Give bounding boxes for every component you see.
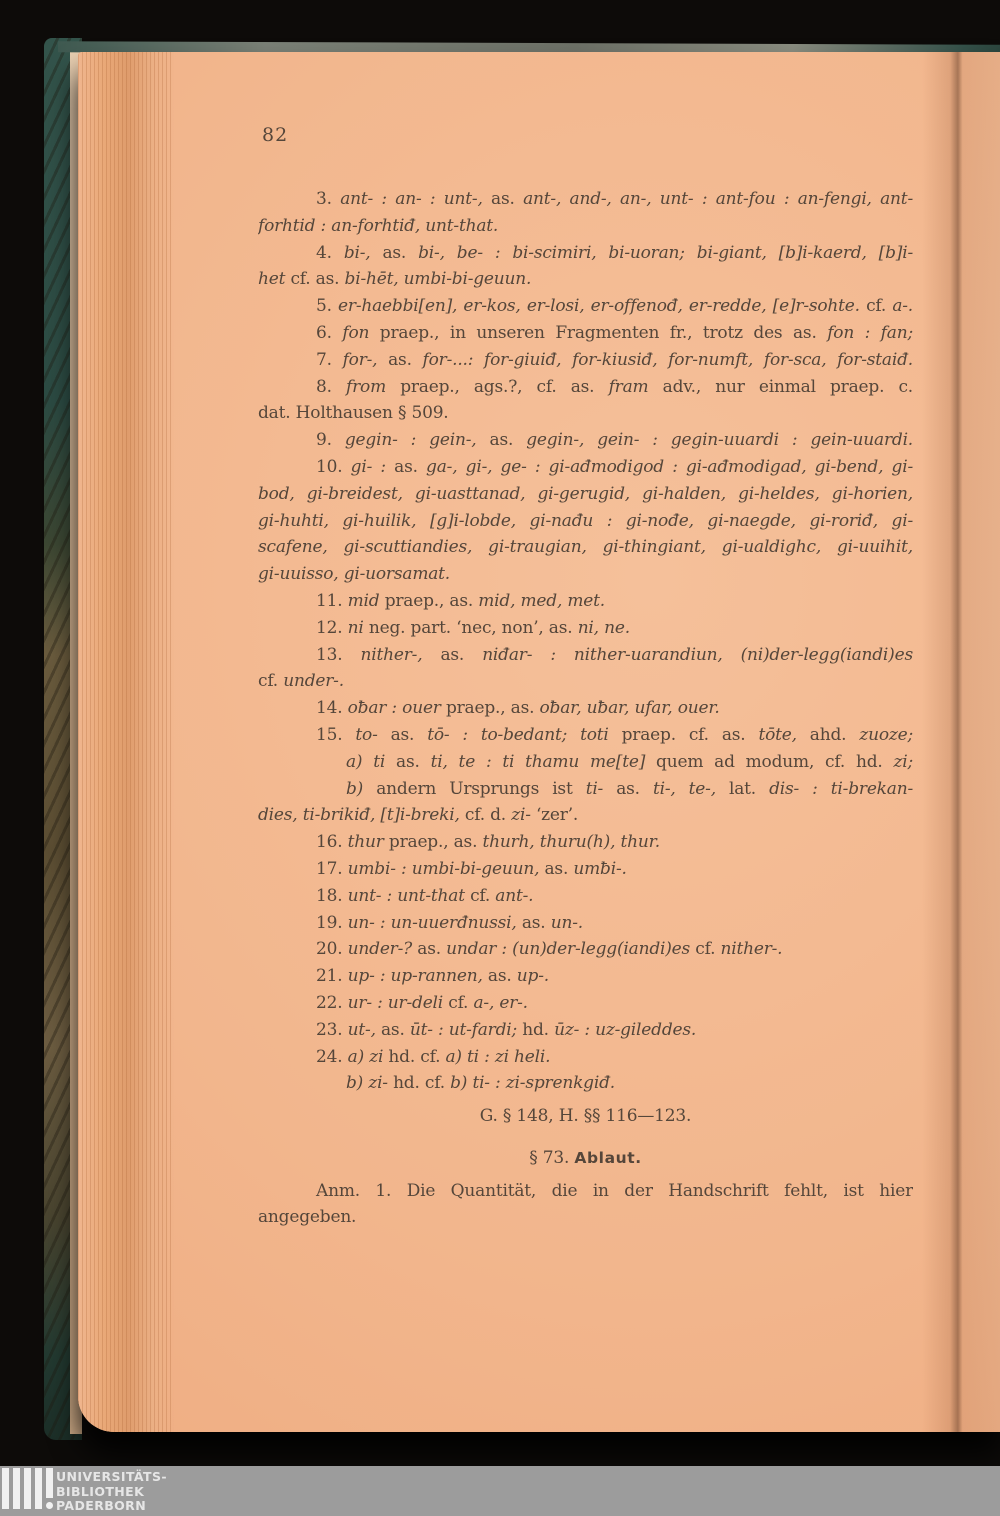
logo-bar (2, 1468, 9, 1509)
text-segment: ant- : an- : unt-, (340, 189, 483, 209)
text-segment: cf. (258, 671, 284, 692)
text-segment: under-. (283, 671, 344, 692)
page-gutter-fold (922, 52, 1000, 1432)
text-line (258, 642, 913, 669)
text-line (258, 320, 913, 347)
text-line (258, 508, 913, 535)
text-segment: 18. (316, 885, 348, 906)
library-name-line1: UNIVERSITÄTS- (56, 1469, 167, 1484)
text-segment: 10. (316, 456, 351, 477)
text-segment: ‘zer’. (530, 805, 579, 826)
text-line (258, 1178, 913, 1205)
text-segment: fram (608, 376, 649, 397)
text-line (258, 668, 913, 695)
text-segment: as. (377, 349, 423, 370)
text-segment: forhtid : an-forhtiđ, unt-that. (258, 215, 499, 236)
text-line (258, 1145, 913, 1172)
text-segment: a-, er-. (473, 992, 528, 1013)
page-number: 82 (262, 124, 289, 146)
text-line (258, 883, 913, 910)
logo-bar (35, 1468, 42, 1509)
text-segment: oƀar, uƀar, ufar, ouer. (539, 698, 720, 719)
text-segment: praep., in unseren Fragmenten fr., trotz des as. (369, 322, 828, 343)
text-segment: ahd. (796, 724, 860, 745)
text-segment: as. (516, 912, 551, 933)
text-segment: 15. (316, 724, 356, 745)
text-line (258, 802, 913, 829)
text-segment: bod, gi-breidest, gi-uasttanad, gi-gerugid, gi-halden, gi-heldes, gi-horien, (258, 483, 913, 504)
text-line (258, 1044, 913, 1071)
text-segment: dat. Holthausen § 509. (258, 403, 449, 424)
text-segment: as. (375, 1019, 410, 1040)
text-segment: fon (342, 322, 370, 343)
text-segment: ti, te : ti thamu me[te] (430, 751, 646, 772)
text-segment: b) zi- (346, 1073, 388, 1094)
text-segment: mid, med, met. (478, 590, 605, 611)
text-line (258, 1103, 913, 1130)
text-segment: 7. (316, 349, 343, 370)
text-segment: cf. (859, 296, 893, 317)
text-line (258, 347, 913, 374)
text-segment: 5. (316, 296, 339, 317)
text-line (258, 936, 913, 963)
text-segment: umƀi-. (573, 858, 627, 879)
text-line (258, 1017, 913, 1044)
logo-bar (13, 1468, 20, 1509)
text-segment: Anm. 1. Die Quantität, die in der Handschrift fehlt, ist hier (316, 1180, 913, 1201)
text-segment: hd. cf. (383, 1046, 446, 1067)
text-line (258, 776, 913, 803)
text-segment: ur- : ur-deli (347, 992, 444, 1013)
text-segment: 19. (316, 912, 348, 933)
library-name (56, 1470, 167, 1514)
text-segment: praep., as. (379, 590, 479, 611)
text-segment: nither-. (720, 939, 783, 960)
text-line (258, 400, 913, 427)
text-segment: er-haebbi[en], er-kos, er-losi, er-offenođ, er-redde, [e]r-sohte. (338, 296, 860, 317)
text-line (258, 829, 913, 856)
text-segment: 3. (316, 189, 341, 209)
text-segment: 8. (316, 376, 347, 397)
text-segment: 12. (316, 617, 348, 638)
text-segment: dies, ti-brikiđ, [t]i-breki, (258, 805, 460, 826)
text-line (258, 695, 913, 722)
text-line (258, 910, 913, 937)
text-segment: niđar- : nither-uarandiun, (ni)der-legg(iandi)es (482, 644, 913, 665)
text-segment: a) zi (347, 1046, 384, 1067)
text-segment: scafene, gi-scuttiandies, gi-traugian, gi-thingiant, gi-ualdighc, gi-uuihit, (258, 537, 913, 558)
text-segment: angegeben. (258, 1207, 357, 1228)
text-segment: thurh, thuru(h), thur. (482, 832, 660, 853)
text-segment: quem ad modum, cf. hd. (645, 751, 894, 772)
text-segment: thur (347, 832, 384, 853)
text-segment: G. § 148, H. §§ 116—123. (479, 1106, 692, 1127)
text-segment: as. (476, 430, 527, 451)
text-segment: gegin-, gein- : gegin-uuardi : gein-uuardi. (526, 430, 913, 451)
text-segment: ant-. (495, 885, 534, 906)
text-segment: as. (603, 778, 653, 799)
text-line (258, 561, 913, 588)
text-segment: ūt- : ut-fardi; (409, 1019, 518, 1040)
text-segment: under-? (347, 939, 413, 960)
text-segment: as. (377, 724, 428, 745)
text-segment: gi- : (350, 456, 386, 477)
text-segment: andern Ursprungs ist (376, 778, 586, 799)
text-segment: praep., as. (440, 698, 540, 719)
text-line (258, 186, 913, 213)
text-segment: oƀar : ouer (347, 698, 441, 719)
text-segment: ant-, and-, an-, unt- : ant-fou : an-fengi, ant- (523, 189, 913, 209)
text-segment: bi-, be- : bi-scimiri, bi-uoran; bi-giant, [b]i-kaerd, [b]i- (418, 242, 913, 263)
text-line (258, 240, 913, 267)
text-segment: praep., as. (383, 832, 483, 853)
text-line (258, 990, 913, 1017)
text-line (258, 749, 913, 776)
text-segment: as. (482, 966, 517, 987)
text-segment: gi-uuisso, gi-uorsamat. (258, 564, 451, 585)
text-segment: zi; (893, 751, 913, 772)
text-segment: § 73. (529, 1147, 575, 1168)
text-segment: as. (385, 456, 427, 477)
footer-strip (0, 1466, 1000, 1516)
logo-bar (24, 1468, 31, 1509)
text-segment: hd. (517, 1019, 555, 1040)
text-segment: 24. (316, 1046, 348, 1067)
text-segment: ūz- : uz-gileddes. (554, 1019, 697, 1040)
text-segment: b) ti- : zi-sprenkgiđ. (450, 1073, 615, 1094)
text-line (258, 454, 913, 481)
text-segment: zi- (511, 805, 531, 826)
text-segment: ga-, gi-, ge- : gi-ađmodigod : gi-ađmodigad, gi-bend, gi- (426, 456, 913, 477)
text-line (258, 963, 913, 990)
text-segment: praep. cf. as. (608, 724, 759, 745)
text-segment: ti-, te-, (652, 778, 716, 799)
text-segment: as. (422, 644, 483, 665)
text-segment: bi-, (343, 242, 371, 263)
text-segment: fon : fan; (827, 322, 913, 343)
text-segment: ni (347, 617, 364, 638)
text-segment: as. (370, 242, 419, 263)
text-segment: as. (482, 189, 524, 209)
text-segment: as. (412, 939, 447, 960)
text-segment: 16. (316, 832, 348, 853)
library-name-line2: BIBLIOTHEK (56, 1483, 145, 1499)
text-line (258, 1204, 913, 1231)
text-segment: a) ti : zi heli. (445, 1046, 551, 1067)
text-segment: gegin- : gein-, (344, 430, 477, 451)
text-segment: mid (347, 590, 380, 611)
logo-bar (46, 1468, 53, 1498)
text-segment: tō- : to-bedant; toti (427, 724, 609, 745)
text-segment: zuoze; (859, 724, 913, 745)
text-segment: praep., ags.?, cf. as. (386, 376, 609, 397)
library-name-line3: PADERBORN (56, 1498, 147, 1513)
text-segment: undar : (un)der-legg(iandi)es (446, 939, 691, 960)
text-segment: gi-huhti, gi-huilik, [g]i-lobde, gi-nađu : gi-nođe, gi-naegde, gi-roriđ, gi- (258, 510, 913, 531)
text-segment: up-. (516, 966, 549, 987)
text-segment: 13. (316, 644, 361, 665)
text-segment: ti- (585, 778, 604, 799)
text-segment: Ablaut. (574, 1148, 642, 1167)
text-segment: as. (385, 751, 431, 772)
text-line (258, 374, 913, 401)
text-line (258, 213, 913, 240)
text-segment: unt- : unt-that (347, 885, 465, 906)
logo-dot (46, 1502, 53, 1509)
text-segment: 6. (316, 322, 343, 343)
text-line (258, 481, 913, 508)
text-block (258, 186, 913, 1231)
text-segment: for-...: for-giuiđ, for-kiusiđ, for-numft, for-sca, for-staiđ. (422, 349, 913, 370)
text-line (258, 722, 913, 749)
text-segment: 20. (316, 939, 348, 960)
text-segment: cf. d. (459, 805, 512, 826)
text-segment: 4. (316, 242, 344, 263)
text-segment: neg. part. ‘nec, non’, as. (363, 617, 578, 638)
page-fore-edge (78, 52, 174, 1432)
text-segment: 21. (316, 966, 348, 987)
text-segment: 22. (316, 992, 348, 1013)
text-segment: umbi- : umbi-bi-geuun, (347, 858, 540, 879)
text-line (258, 615, 913, 642)
text-segment: a-. (892, 296, 913, 317)
text-segment: ut-, (347, 1019, 376, 1040)
text-segment: dis- : ti-brekan- (769, 778, 913, 799)
text-segment: as. (539, 858, 574, 879)
library-logo-bars-icon (2, 1468, 53, 1509)
text-line (258, 427, 913, 454)
text-segment: nither-, (360, 644, 423, 665)
text-segment: 23. (316, 1019, 348, 1040)
text-line (258, 534, 913, 561)
text-segment: up- : up-rannen, (347, 966, 483, 987)
text-segment: tōte, (758, 724, 797, 745)
text-segment: cf. (464, 885, 496, 906)
text-segment: cf. (443, 992, 474, 1013)
logo-bar-exclamation (46, 1468, 53, 1509)
text-segment: a) ti (346, 751, 386, 772)
text-line (258, 588, 913, 615)
text-line (258, 1070, 913, 1097)
text-segment: un- : un-uuerđnussi, (347, 912, 517, 933)
text-segment: lat. (715, 778, 770, 799)
text-segment: un-. (550, 912, 583, 933)
text-line (258, 266, 913, 293)
text-segment: het (258, 269, 286, 290)
text-segment: cf. (690, 939, 721, 960)
text-segment: for-, (342, 349, 378, 370)
text-line (258, 856, 913, 883)
text-segment: from (346, 376, 386, 397)
text-segment: cf. as. (285, 269, 345, 290)
text-segment: to- (355, 724, 378, 745)
text-segment: 17. (316, 858, 348, 879)
text-segment: b) (346, 778, 377, 799)
text-segment: 11. (316, 590, 348, 611)
text-segment: hd. cf. (387, 1073, 451, 1094)
text-segment: 14. (316, 698, 348, 719)
text-line (258, 293, 913, 320)
text-segment: 9. (316, 430, 345, 451)
text-segment: bi-hēt, umbi-bi-geuun. (344, 269, 532, 290)
text-segment: ni, ne. (577, 617, 630, 638)
text-segment: adv., nur einmal praep. c. (648, 376, 913, 397)
